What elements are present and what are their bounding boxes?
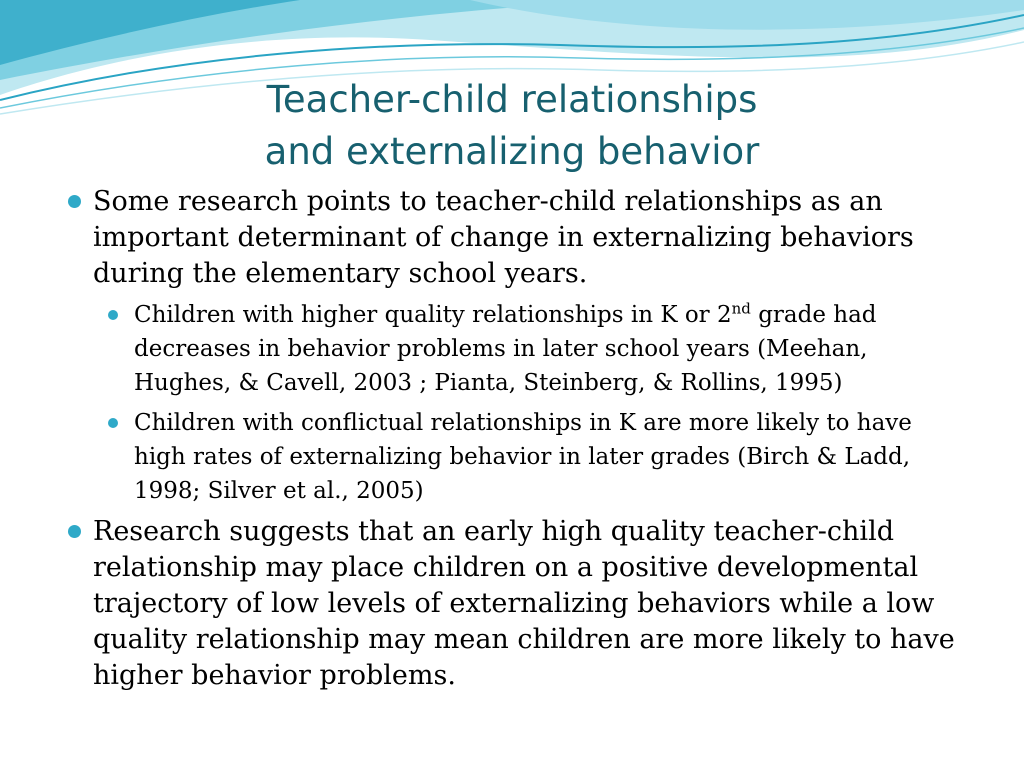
slide-content [64,184,969,700]
bullet-item [64,514,969,694]
sub-bullet-item [106,298,969,400]
sub-bullet-text [134,299,877,396]
slide-title [100,74,924,178]
sub-bullet-dot-icon [108,310,118,320]
bullet-text: Research suggests that an early high quality teacher-child relationship may place children on a positive developmental trajectory of low levels of externalizing behaviors while a low quality relationship may mean children are more likely to have higher behavior problems. [93,516,955,691]
sub-bullet-dot-icon [108,418,118,428]
sub-bullet-text: Children with conflictual relationships in K are more likely to have high rates of externalizing behavior in later grades (Birch & Ladd, 1998; Silver et al., 2005) [134,410,912,504]
superscript: nd [731,299,751,318]
sub-bullet-item [106,406,969,508]
bullet-item [64,184,969,292]
slide-title-line-1: Teacher-child relationships [266,78,758,121]
bullet-text: Some research points to teacher-child relationships as an important determinant of change in externalizing behaviors during the elementary school years. [93,186,914,289]
slide-title-line-2: and externalizing behavior [264,130,760,173]
sub-bullet-text-part: grade had decreases in behavior problems in later school years (Meehan, Hughes, & Cavell, 2003 ; Pianta, Steinberg, & Rollins, 1995) [134,302,877,396]
bullet-dot-icon [68,525,81,538]
bullet-dot-icon [68,195,81,208]
sub-bullet-text-part: Children with higher quality relationships in K or 2 [134,302,732,328]
